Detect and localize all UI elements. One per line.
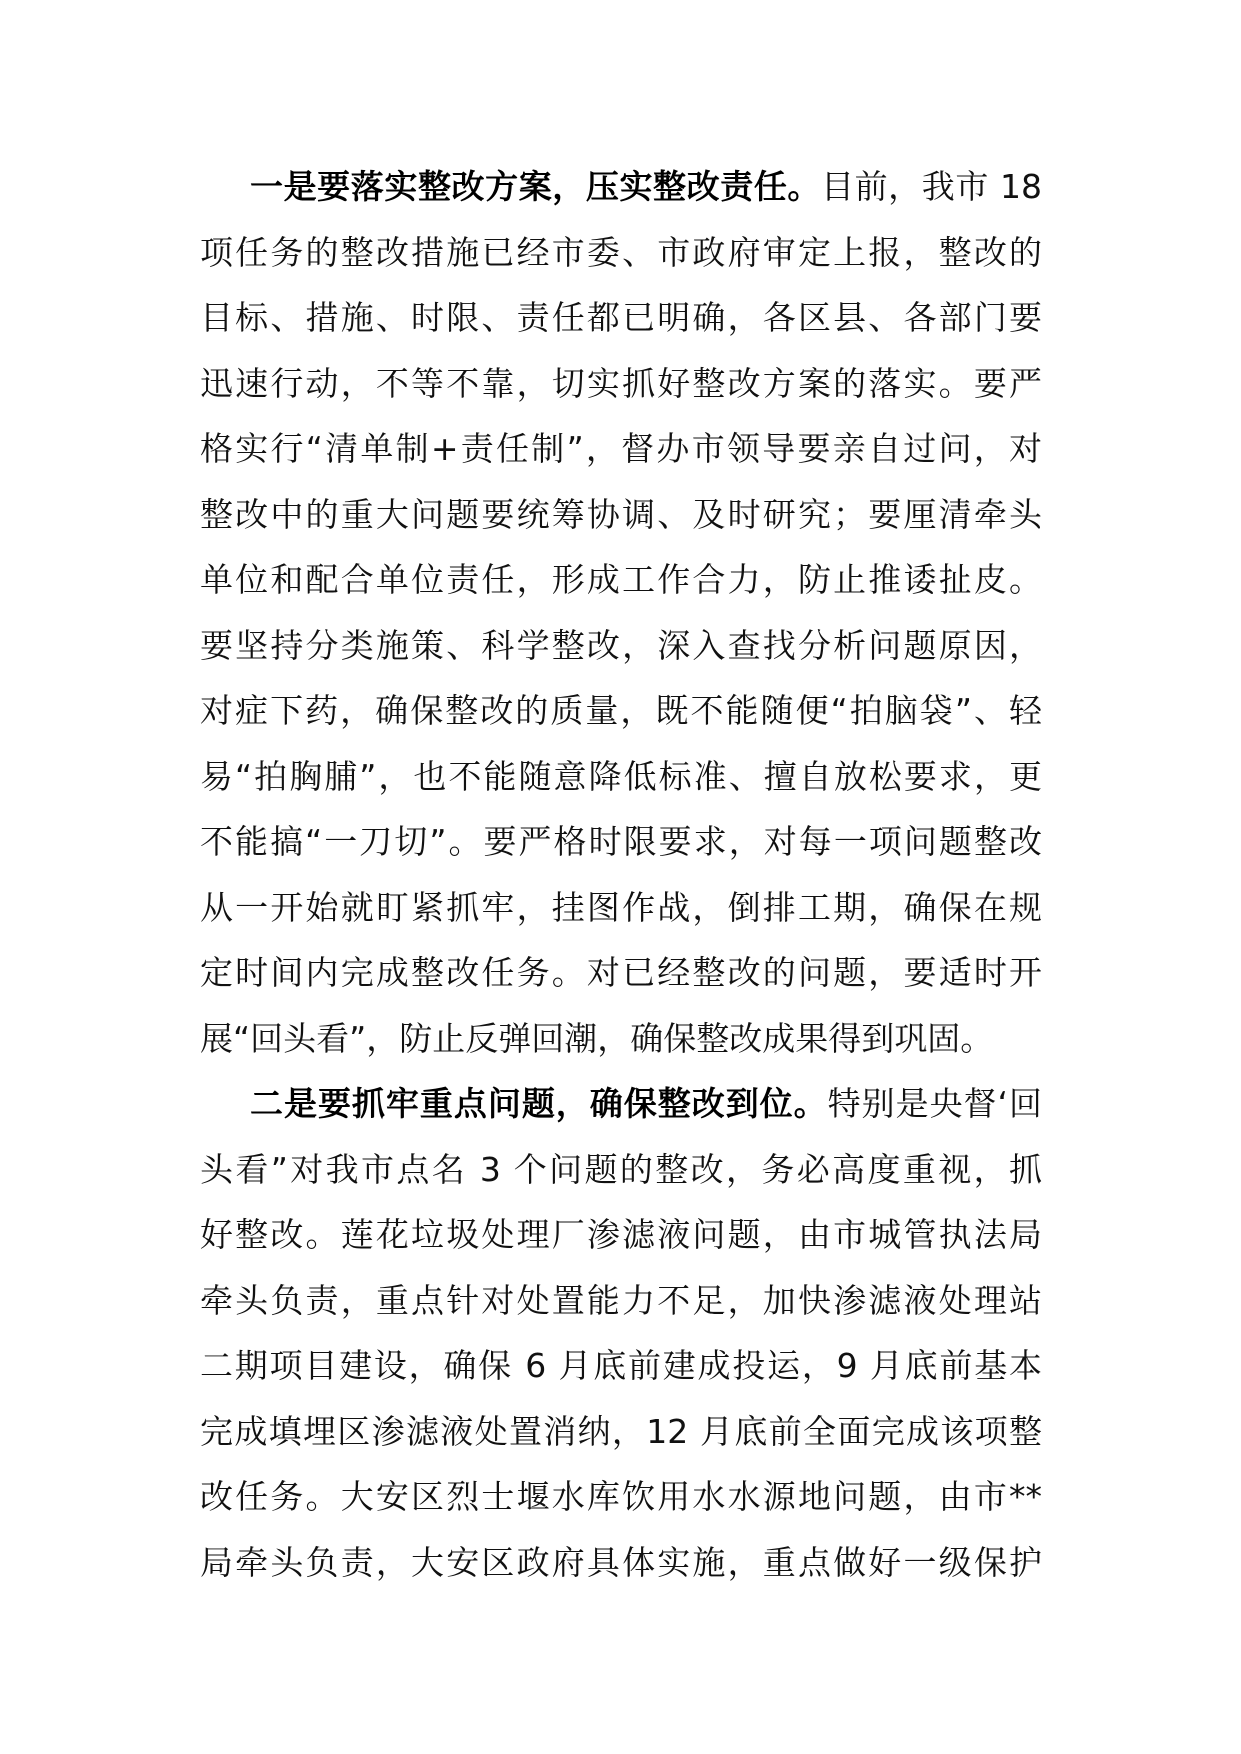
paragraph-line: 二期项目建设，确保 6 月底前建成投运，9 月底前基本 xyxy=(200,1346,1042,1385)
document-body xyxy=(200,154,1042,1595)
paragraph-line: 格实行“清单制+责任制”，督办市领导要亲自过问，对 xyxy=(200,429,1042,468)
paragraph-line: 项任务的整改措施已经市委、市政府审定上报，整改的 xyxy=(200,232,1042,272)
paragraph-line: 单位和配合单位责任，形成工作合力，防止推诿扯皮。 xyxy=(200,560,1042,599)
paragraph-line xyxy=(200,1071,1042,1137)
paragraph-line: 对症下药，确保整改的质量，既不能随便“拍脑袋”、轻 xyxy=(200,691,1042,730)
paragraph-line: 整改中的重大问题要统筹协调、及时研究；要厘清牵头 xyxy=(200,494,1042,534)
paragraph-line: 完成填埋区渗滤液处置消纳，12 月底前全面完成该项整 xyxy=(200,1411,1042,1451)
paragraph-line: 易“拍胸脯”，也不能随意降低标准、擅自放松要求，更 xyxy=(200,756,1042,796)
paragraph-lead: 二是要抓牢重点问题，确保整改到位。 xyxy=(250,1084,828,1123)
paragraph-line: 改任务。大安区烈士堰水库饮用水水源地问题，由市** xyxy=(200,1477,1042,1516)
paragraph-line: 定时间内完成整改任务。对已经整改的问题，要适时开 xyxy=(200,953,1042,992)
paragraph-line: 牵头负责，重点针对处置能力不足，加快渗滤液处理站 xyxy=(200,1280,1042,1320)
paragraph-line: 展“回头看”，防止反弹回潮，确保整改成果得到巩固。 xyxy=(200,1018,994,1058)
paragraph-line: 头看”对我市点名 3 个问题的整改，务必高度重视，抓 xyxy=(200,1149,1042,1189)
paragraph-line: 要坚持分类施策、科学整改，深入查找分析问题原因， xyxy=(200,625,1042,665)
paragraph-line: 不能搞“一刀切”。要严格时限要求，对每一项问题整改 xyxy=(200,822,1042,861)
paragraph-text: 目前，我市 18 xyxy=(821,167,1042,206)
paragraph-lead: 一是要落实整改方案，压实整改责任。 xyxy=(250,167,821,206)
paragraph-line xyxy=(200,154,1042,220)
paragraph-line: 好整改。莲花垃圾处理厂渗滤液问题，由市城管执法局 xyxy=(200,1215,1042,1254)
paragraph-2 xyxy=(200,1071,1042,1595)
paragraph-line: 目标、措施、时限、责任都已明确，各区县、各部门要 xyxy=(200,298,1042,337)
paragraph-1 xyxy=(200,154,1042,1071)
paragraph-line: 迅速行动，不等不靠，切实抓好整改方案的落实。要严 xyxy=(200,363,1042,403)
paragraph-text: 特别是央督‘回 xyxy=(827,1084,1042,1123)
paragraph-line: 局牵头负责，大安区政府具体实施，重点做好一级保护 xyxy=(200,1542,1042,1582)
paragraph-line: 从一开始就盯紧抓牢，挂图作战，倒排工期，确保在规 xyxy=(200,887,1042,927)
